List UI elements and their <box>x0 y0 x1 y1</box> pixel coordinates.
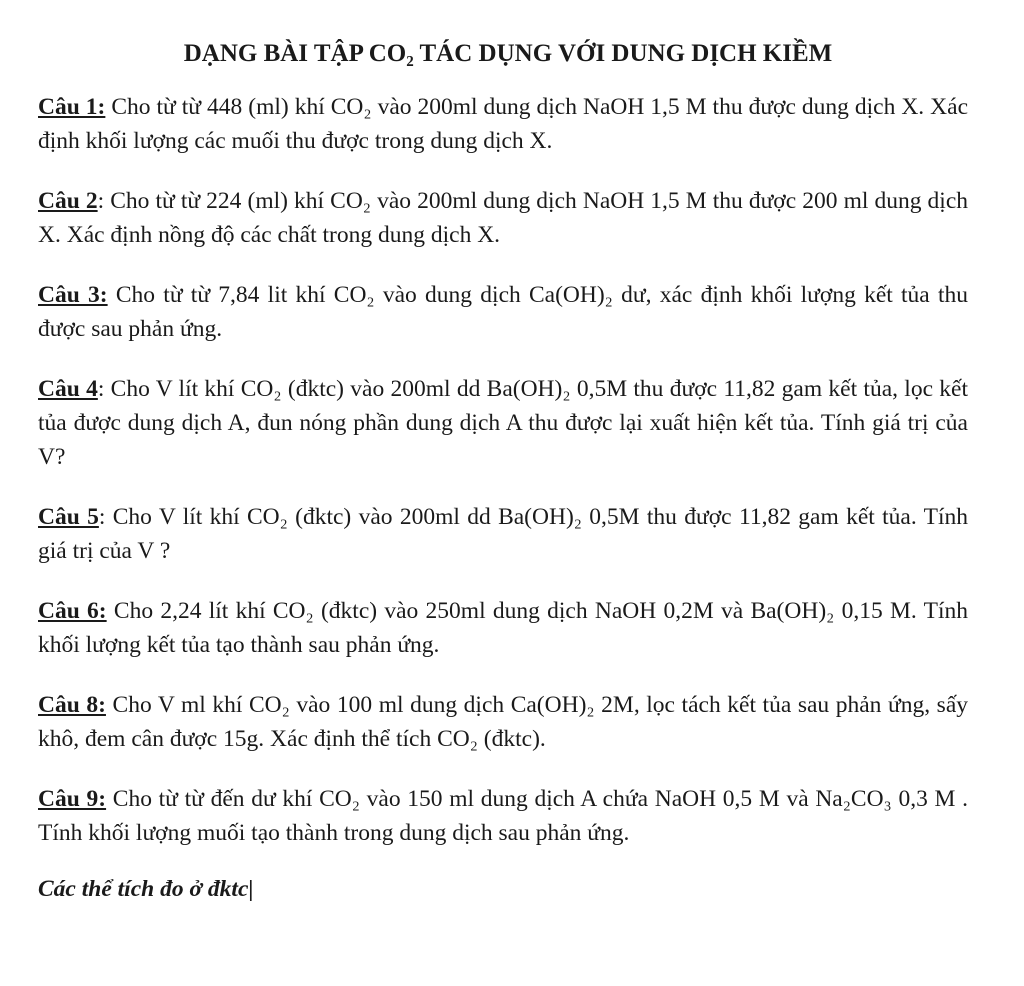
question-label: Câu 3: <box>38 282 108 308</box>
document-title: DẠNG BÀI TẬP CO₂ TÁC DỤNG VỚI DUNG DỊCH KIỀM <box>183 40 833 67</box>
question-label: Câu 8: <box>38 692 106 718</box>
question-text: Cho từ từ 448 (ml) khí CO₂ vào 200ml dung dịch NaOH 1,5 M thu được dung dịch X. Xác định khối lượng các muối thu được trong dung dịch X. <box>38 94 969 154</box>
question-3 <box>38 278 968 346</box>
question-label: Câu 4 <box>38 376 98 402</box>
question-8 <box>38 688 968 756</box>
question-text: Cho từ từ đến dư khí CO₂ vào 150 ml dung dịch A chứa NaOH 0,5 M và Na₂CO₃ 0,3 M . Tính khối lượng muối tạo thành trong dung dịch sau phản ứng. <box>38 786 968 846</box>
question-label: Câu 5 <box>38 504 99 530</box>
question-9 <box>38 782 968 850</box>
question-2 <box>38 184 968 252</box>
question-label: Câu 6: <box>38 598 107 624</box>
question-4 <box>38 372 968 474</box>
question-5 <box>38 500 968 568</box>
question-text: : Cho V lít khí CO₂ (đktc) vào 200ml dd Ba(OH)₂ 0,5M thu được 11,82 gam kết tủa, lọc kết tủa được dung dịch A, đun nóng phần dung dịch A thu được lại xuất hiện kết tủa. Tính giá trị của V? <box>38 376 968 470</box>
question-label: Câu 1: <box>38 94 106 120</box>
question-6 <box>38 594 968 662</box>
question-text: : Cho từ từ 224 (ml) khí CO₂ vào 200ml dung dịch NaOH 1,5 M thu được 200 ml dung dịch X. Xác định nồng độ các chất trong dung dịch X. <box>38 188 968 248</box>
question-label: Câu 2 <box>38 188 98 214</box>
footnote: Các thể tích đo ở đktc| <box>38 876 254 902</box>
question-text: Cho từ từ 7,84 lit khí CO₂ vào dung dịch Ca(OH)₂ dư, xác định khối lượng kết tủa thu được sau phản ứng. <box>38 282 969 342</box>
document-page <box>38 40 968 903</box>
question-text: Cho V ml khí CO₂ vào 100 ml dung dịch Ca(OH)₂ 2M, lọc tách kết tủa sau phản ứng, sấy khô, đem cân được 15g. Xác định thể tích CO₂ (đktc). <box>38 692 969 752</box>
question-text: : Cho V lít khí CO₂ (đktc) vào 200ml dd Ba(OH)₂ 0,5M thu được 11,82 gam kết tủa. Tính giá trị của V ? <box>38 504 968 564</box>
question-1 <box>38 90 968 158</box>
question-label: Câu 9: <box>38 786 107 812</box>
question-text: Cho 2,24 lít khí CO₂ (đktc) vào 250ml dung dịch NaOH 0,2M và Ba(OH)₂ 0,15 M. Tính khối lượng kết tủa tạo thành sau phản ứng. <box>38 598 968 658</box>
